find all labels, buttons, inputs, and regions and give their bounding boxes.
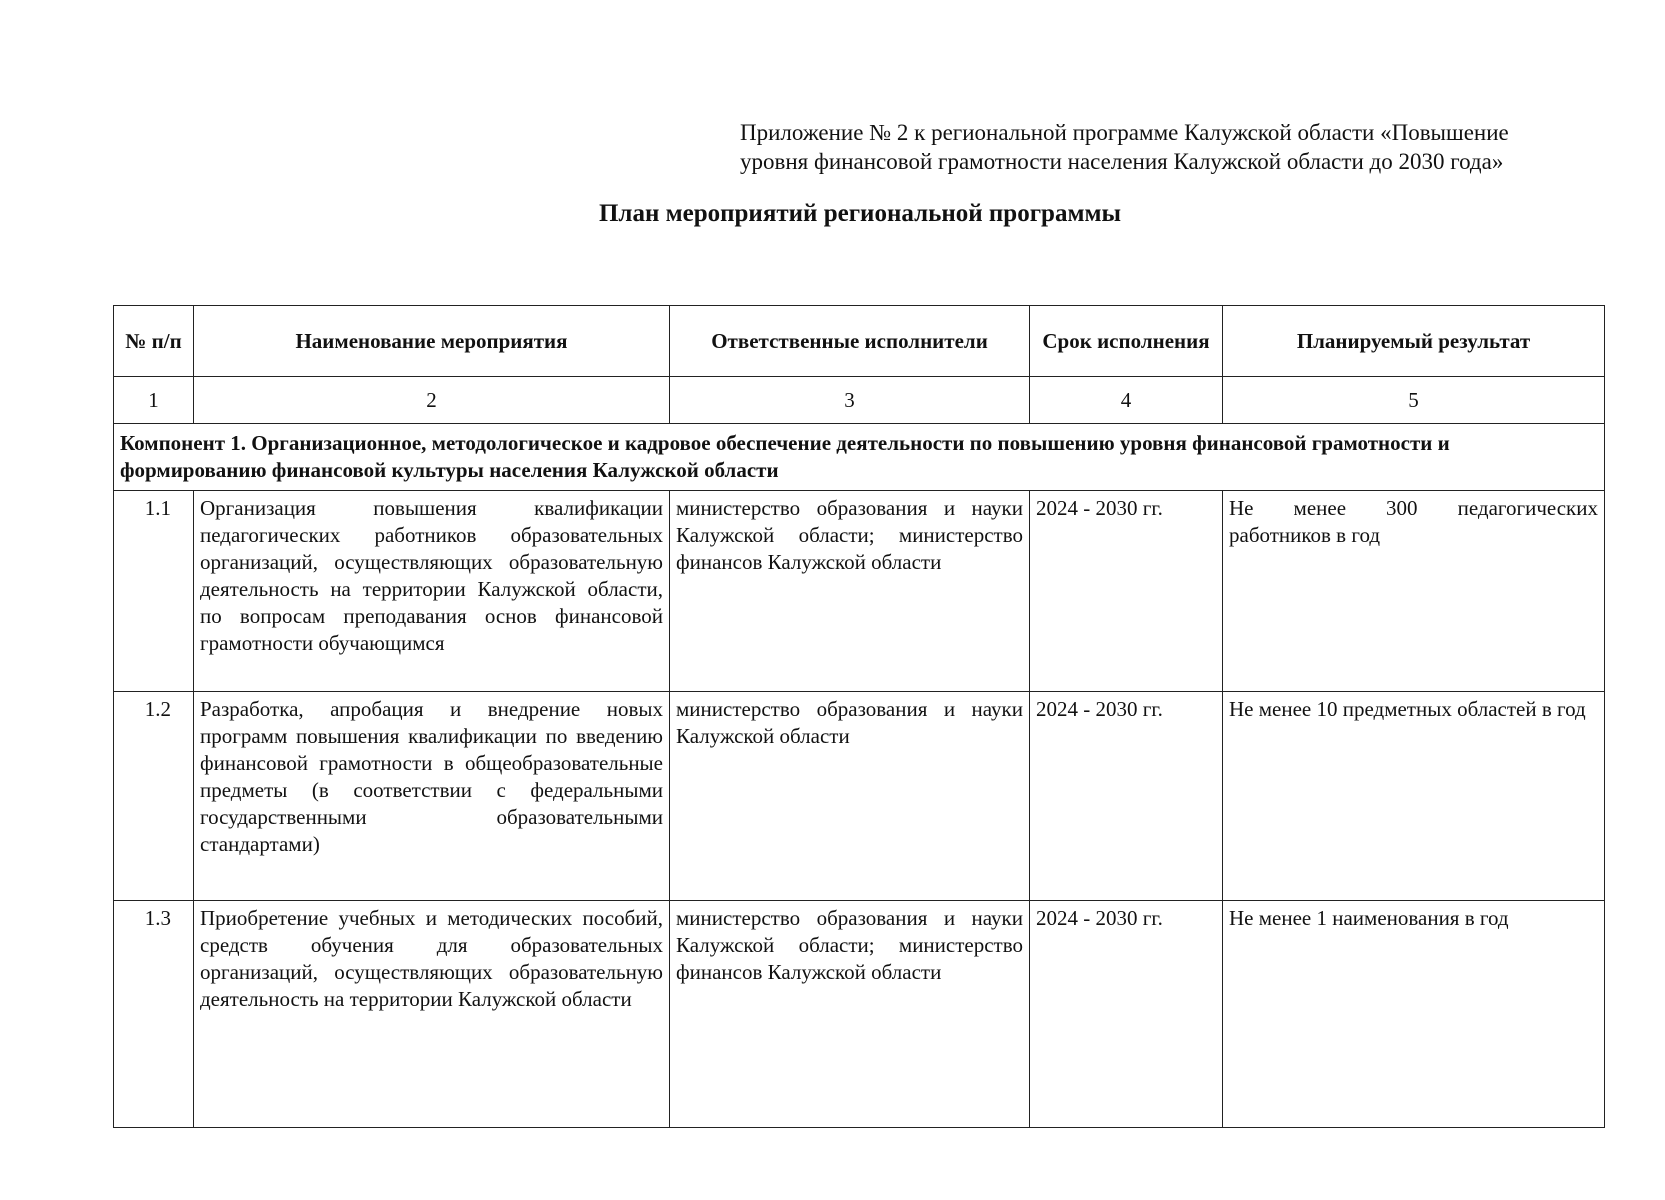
table-row — [114, 692, 1605, 901]
header-result: Планируемый результат — [1223, 306, 1605, 377]
table-header-row — [114, 306, 1605, 377]
row-result: Не менее 1 наименования в год — [1223, 901, 1605, 1128]
column-number: 3 — [670, 377, 1030, 424]
column-number: 1 — [114, 377, 194, 424]
appendix-line-2: уровня финансовой грамотности населения Калужской области до 2030 года» — [740, 149, 1504, 174]
header-executors: Ответственные исполнители — [670, 306, 1030, 377]
row-name: Приобретение учебных и методических пособий, средств обучения для образовательных организаций, осуществляющих образовательную деятельность на территории Калужской области — [194, 901, 670, 1128]
row-executors: министерство образования и науки Калужской области; министерство финансов Калужской области — [670, 901, 1030, 1128]
component-heading: Компонент 1. Организационное, методологическое и кадровое обеспечение деятельности по повышению уровня финансовой грамотности и формированию финансовой культуры населения Калужской области — [114, 424, 1605, 491]
row-name: Разработка, апробация и внедрение новых программ повышения квалификации по введению финансовой грамотности в общеобразовательные предметы (в соответствии с федеральными государственными образовательными стандартами) — [194, 692, 670, 901]
row-term: 2024 - 2030 гг. — [1030, 491, 1223, 692]
row-num: 1.1 — [114, 491, 194, 692]
component-row — [114, 424, 1605, 491]
row-name: Организация повышения квалификации педагогических работников образовательных организаций, осуществляющих образовательную деятельность на территории Калужской области, по вопросам преподавания основ финансовой грамотности обучающимся — [194, 491, 670, 692]
row-result: Не менее 300 педагогических работников в год — [1223, 491, 1605, 692]
row-term: 2024 - 2030 гг. — [1030, 692, 1223, 901]
table-row — [114, 491, 1605, 692]
table-row — [114, 901, 1605, 1128]
row-num: 1.2 — [114, 692, 194, 901]
header-num: № п/п — [114, 306, 194, 377]
appendix-note — [740, 118, 1610, 176]
appendix-line-1: Приложение № 2 к региональной программе Калужской области «Повышение — [740, 120, 1509, 145]
header-name: Наименование мероприятия — [194, 306, 670, 377]
row-executors: министерство образования и науки Калужской области; министерство финансов Калужской области — [670, 491, 1030, 692]
column-number: 5 — [1223, 377, 1605, 424]
row-executors: министерство образования и науки Калужской области — [670, 692, 1030, 901]
column-number-row — [114, 377, 1605, 424]
row-term: 2024 - 2030 гг. — [1030, 901, 1223, 1128]
column-number: 2 — [194, 377, 670, 424]
row-result: Не менее 10 предметных областей в год — [1223, 692, 1605, 901]
plan-table — [113, 305, 1605, 1128]
row-num: 1.3 — [114, 901, 194, 1128]
header-term: Срок исполнения — [1030, 306, 1223, 377]
page-title: План мероприятий региональной программы — [598, 200, 1122, 227]
column-number: 4 — [1030, 377, 1223, 424]
